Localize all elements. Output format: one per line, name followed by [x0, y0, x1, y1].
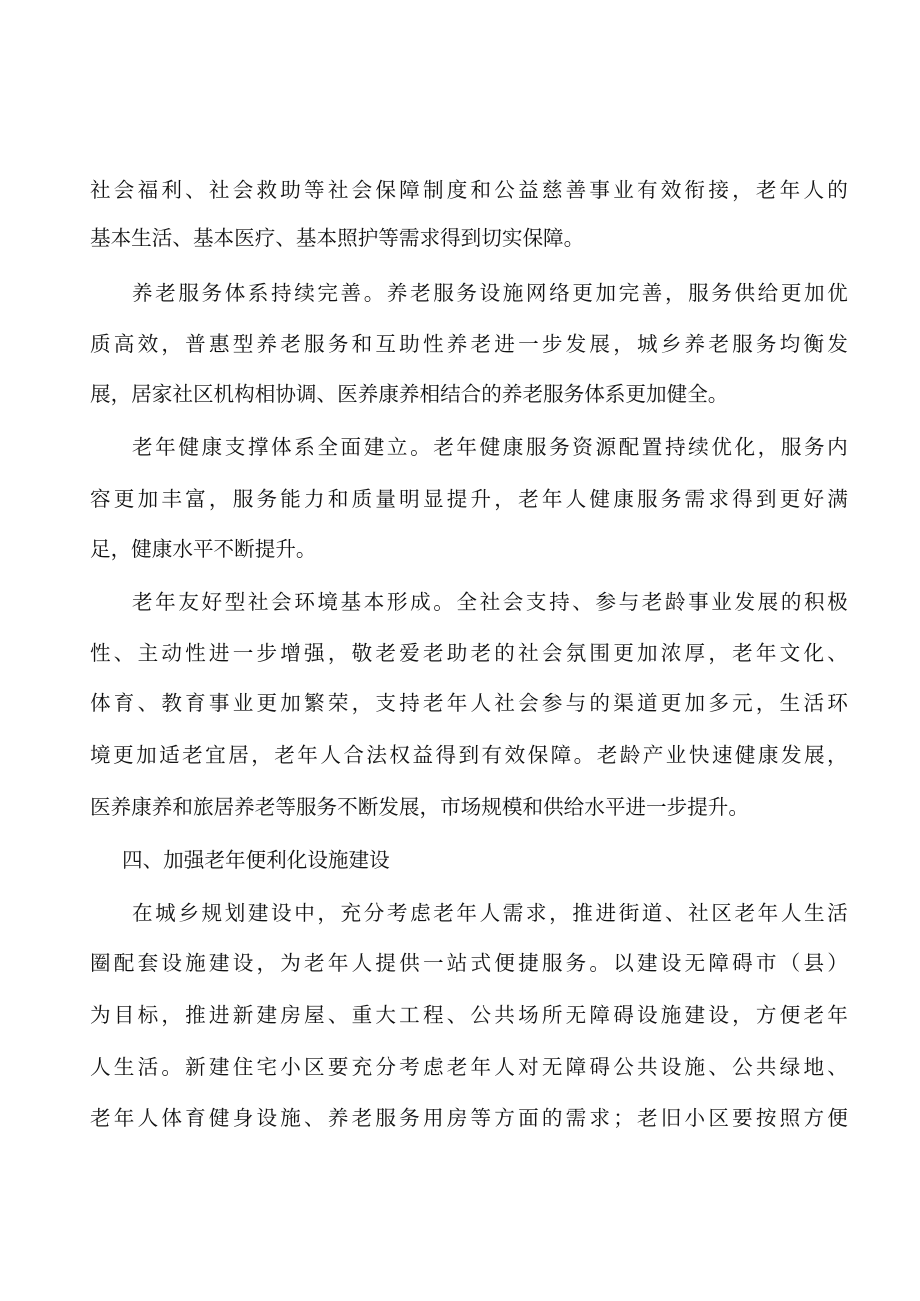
paragraph-line: 圈 配 套 设 施 建 设 ， 为 老 年 人 提 供 一 站 式 便 捷 服 务 。 以 建 设 无 障 碍 市 （ 县 ） — [90, 951, 848, 975]
paragraph-line: 老 年 友 好 型 社 会 环 境 基 本 形 成 。 全 社 会 支 持 、 参 与 老 龄 事 业 发 展 的 积 极 — [132, 590, 848, 614]
paragraph-line: 容 更 加 丰 富 ， 服 务 能 力 和 质 量 明 显 提 升 ， 老 年 人 健 康 服 务 需 求 得 到 更 好 满 — [90, 487, 848, 511]
paragraph-line: 社 会 福 利 、 社 会 救 助 等 社 会 保 障 制 度 和 公 益 慈 善 事 业 有 效 衔 接 ， 老 年 人 的 — [90, 178, 848, 202]
section-heading: 四、加强老年便利化设施建设 — [122, 848, 390, 872]
paragraph-line: 足，健康水平不断提升。 — [90, 537, 317, 561]
paragraph-line: 境 更 加 适 老 宜 居 ， 老 年 人 合 法 权 益 得 到 有 效 保 障 。 老 龄 产 业 快 速 健 康 发 展 ， — [90, 743, 848, 767]
paragraph-line: 养 老 服 务 体 系 持 续 完 善 。 养 老 服 务 设 施 网 络 更 加 完 善 ， 服 务 供 给 更 加 优 — [132, 281, 848, 305]
paragraph-line: 老 年 健 康 支 撑 体 系 全 面 建 立 。 老 年 健 康 服 务 资 源 配 置 持 续 优 化 ， 服 务 内 — [132, 435, 848, 459]
paragraph-line: 老 年 人 体 育 健 身 设 施 、 养 老 服 务 用 房 等 方 面 的 需 求 ； 老 旧 小 区 要 按 照 方 便 — [90, 1106, 848, 1130]
paragraph-line: 医养康养和旅居养老等服务不断发展，市场规模和供给水平进一步提升。 — [90, 795, 749, 819]
paragraph-line: 在 城 乡 规 划 建 设 中 ， 充 分 考 虑 老 年 人 需 求 ， 推 进 街 道 、 社 区 老 年 人 生 活 — [132, 901, 848, 925]
paragraph-line: 人 生 活 。 新 建 住 宅 小 区 要 充 分 考 虑 老 年 人 对 无 障 碍 公 共 设 施 、 公 共 绿 地 、 — [90, 1055, 848, 1079]
paragraph-line: 体 育 、 教 育 事 业 更 加 繁 荣 ， 支 持 老 年 人 社 会 参 与 的 渠 道 更 加 多 元 ， 生 活 环 — [90, 691, 848, 715]
paragraph-line: 为 目 标 ， 推 进 新 建 房 屋 、 重 大 工 程 、 公 共 场 所 无 障 碍 设 施 建 设 ， 方 便 老 年 — [90, 1003, 848, 1027]
paragraph-line: 展，居家社区机构相协调、医养康养相结合的养老服务体系更加健全。 — [90, 382, 729, 406]
paragraph-line: 性 、 主 动 性 进 一 步 增 强 ， 敬 老 爱 老 助 老 的 社 会 氛 围 更 加 浓 厚 ， 老 年 文 化 、 — [90, 641, 848, 665]
paragraph-line: 质 高 效 ， 普 惠 型 养 老 服 务 和 互 助 性 养 老 进 一 步 发 展 ， 城 乡 养 老 服 务 均 衡 发 — [90, 332, 848, 356]
paragraph-line: 基本生活、基本医疗、基本照护等需求得到切实保障。 — [90, 226, 585, 250]
